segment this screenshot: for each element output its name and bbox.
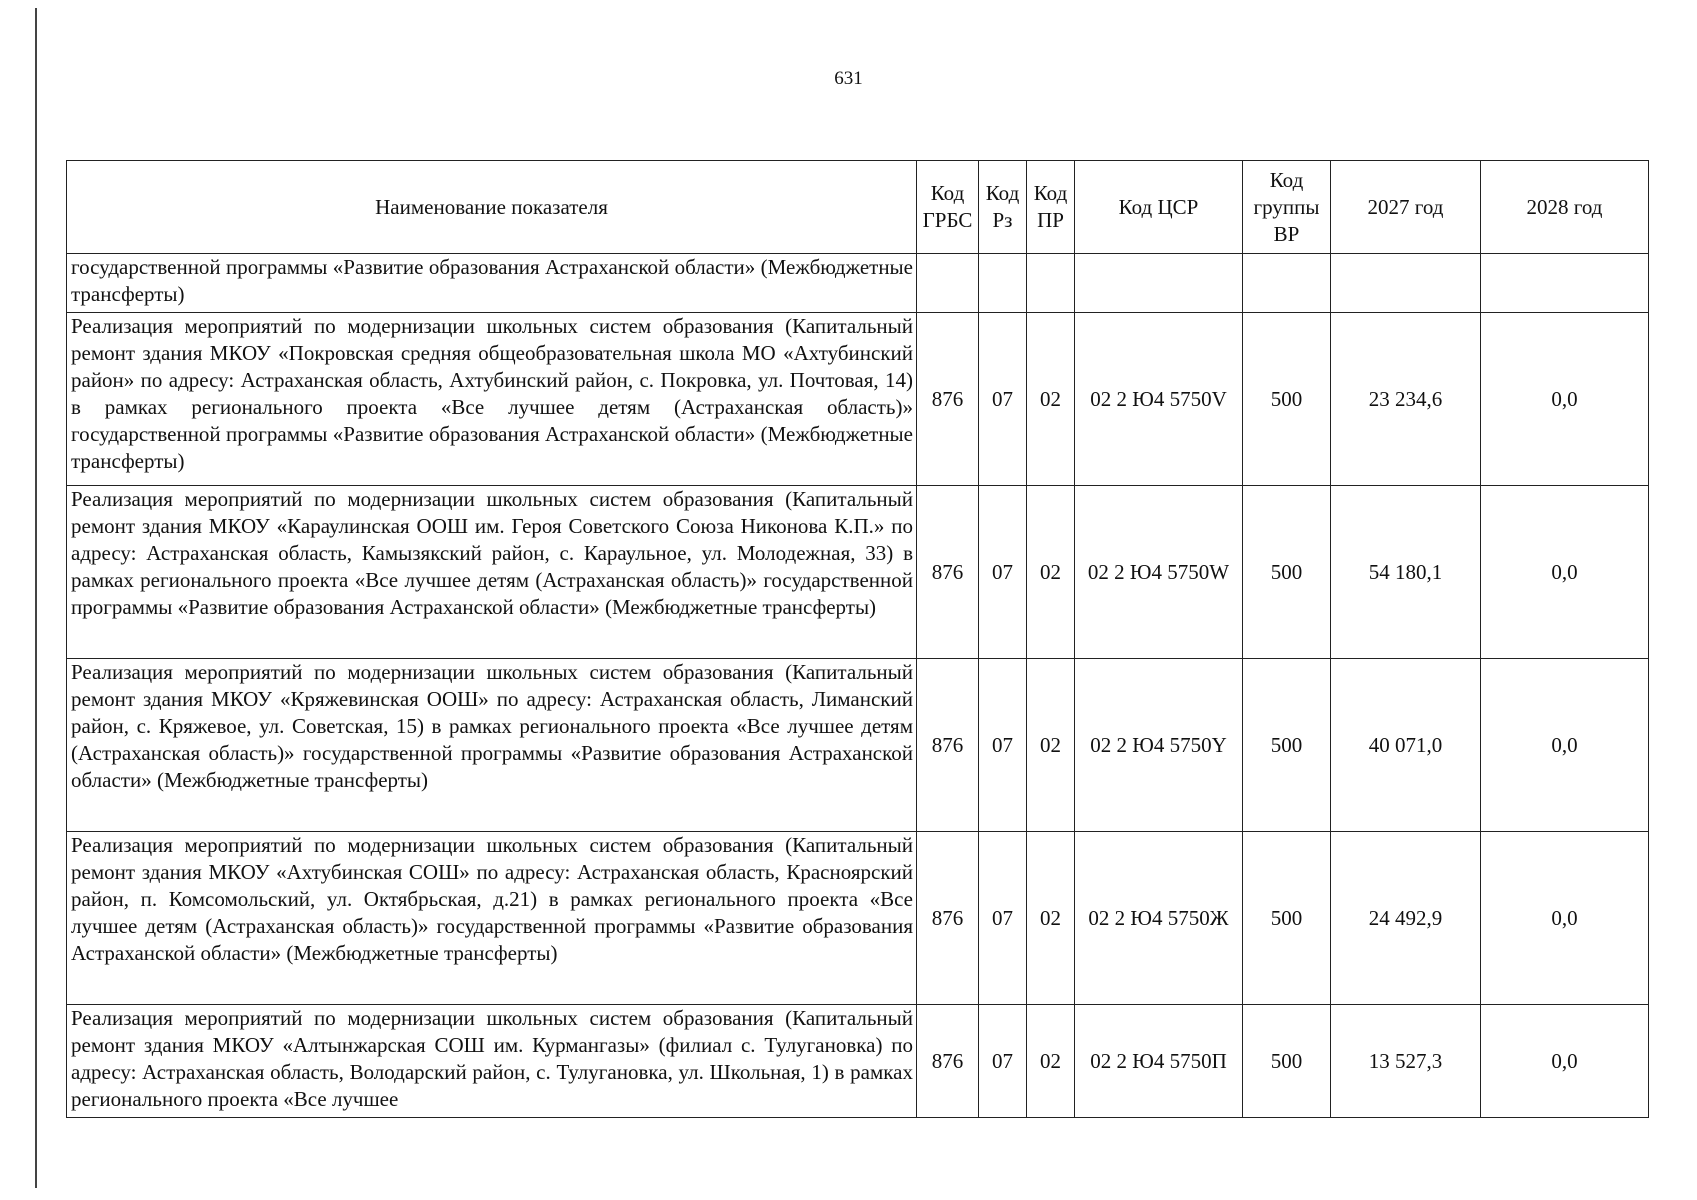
row-csr: 02 2 Ю4 5750Ж [1075, 832, 1243, 1005]
row-rz [979, 254, 1027, 313]
row-csr: 02 2 Ю4 5750П [1075, 1005, 1243, 1118]
header-row [67, 161, 1649, 254]
table-row [67, 486, 1649, 659]
row-name: Реализация мероприятий по модернизации школьных систем образования (Капитальный ремонт здания МКОУ «Алтынжарская СОШ им. Курмангазы» (филиал с. Тулугановка) по адресу: Астраханская область, Володарский район, с. Тулугановка, ул. Школьная, 1) в рамках регионального проекта «Все лучшее [67, 1005, 917, 1118]
budget-table [66, 160, 1649, 1118]
row-name: государственной программы «Развитие образования Астраханской области» (Межбюджетные трансферты) [67, 254, 917, 313]
row-2027: 24 492,9 [1331, 832, 1481, 1005]
row-vr: 500 [1243, 486, 1331, 659]
row-grbs: 876 [917, 659, 979, 832]
header-name: Наименование показателя [67, 161, 917, 254]
row-rz: 07 [979, 1005, 1027, 1118]
header-grbs: Код ГРБС [917, 161, 979, 254]
row-pr: 02 [1027, 659, 1075, 832]
table-row [67, 659, 1649, 832]
row-pr: 02 [1027, 1005, 1075, 1118]
row-vr: 500 [1243, 313, 1331, 486]
row-2028 [1481, 254, 1649, 313]
header-2027: 2027 год [1331, 161, 1481, 254]
row-csr: 02 2 Ю4 5750W [1075, 486, 1243, 659]
row-pr: 02 [1027, 313, 1075, 486]
row-2028: 0,0 [1481, 486, 1649, 659]
row-grbs: 876 [917, 313, 979, 486]
page-number: 631 [834, 68, 863, 89]
header-vr: Код группы ВР [1243, 161, 1331, 254]
row-pr [1027, 254, 1075, 313]
binding-margin-line [35, 8, 37, 1188]
row-csr: 02 2 Ю4 5750V [1075, 313, 1243, 486]
row-vr [1243, 254, 1331, 313]
row-rz: 07 [979, 659, 1027, 832]
row-pr: 02 [1027, 832, 1075, 1005]
table-row [67, 832, 1649, 1005]
row-rz: 07 [979, 313, 1027, 486]
row-2027: 40 071,0 [1331, 659, 1481, 832]
row-rz: 07 [979, 486, 1027, 659]
table-row [67, 254, 1649, 313]
header-rz: Код Рз [979, 161, 1027, 254]
row-grbs: 876 [917, 832, 979, 1005]
row-2028: 0,0 [1481, 313, 1649, 486]
row-vr: 500 [1243, 832, 1331, 1005]
table-row [67, 313, 1649, 486]
row-name: Реализация мероприятий по модернизации школьных систем образования (Капитальный ремонт здания МКОУ «Покровская средняя общеобразовательная школа МО «Ахтубинский район» по адресу: Астраханская область, Ахтубинский район, с. Покровка, ул. Почтовая, 14) в рамках регионального проекта «Все лучшее детям (Астраханская область)» государственной программы «Развитие образования Астраханской области» (Межбюджетные трансферты) [67, 313, 917, 486]
row-name: Реализация мероприятий по модернизации школьных систем образования (Капитальный ремонт здания МКОУ «Караулинская ООШ им. Героя Советского Союза Никонова К.П.» по адресу: Астраханская область, Камызякский район, с. Караульное, ул. Молодежная, 33) в рамках регионального проекта «Все лучшее детям (Астраханская область)» государственной программы «Развитие образования Астраханской области» (Межбюджетные трансферты) [67, 486, 917, 659]
row-2028: 0,0 [1481, 1005, 1649, 1118]
row-2028: 0,0 [1481, 832, 1649, 1005]
row-grbs: 876 [917, 486, 979, 659]
row-2027: 54 180,1 [1331, 486, 1481, 659]
row-grbs: 876 [917, 1005, 979, 1118]
header-pr: Код ПР [1027, 161, 1075, 254]
row-pr: 02 [1027, 486, 1075, 659]
row-vr: 500 [1243, 659, 1331, 832]
row-csr [1075, 254, 1243, 313]
table-row [67, 1005, 1649, 1118]
header-2028: 2028 год [1481, 161, 1649, 254]
row-grbs [917, 254, 979, 313]
row-name: Реализация мероприятий по модернизации школьных систем образования (Капитальный ремонт здания МКОУ «Ахтубинская СОШ» по адресу: Астраханская область, Красноярский район, п. Комсомольский, ул. Октябрьская, д.21) в рамках регионального проекта «Все лучшее детям (Астраханская область)» государственной программы «Развитие образования Астраханской области» (Межбюджетные трансферты) [67, 832, 917, 1005]
row-rz: 07 [979, 832, 1027, 1005]
row-2027 [1331, 254, 1481, 313]
row-csr: 02 2 Ю4 5750Y [1075, 659, 1243, 832]
row-vr: 500 [1243, 1005, 1331, 1118]
row-2028: 0,0 [1481, 659, 1649, 832]
header-csr: Код ЦСР [1075, 161, 1243, 254]
row-2027: 23 234,6 [1331, 313, 1481, 486]
row-name: Реализация мероприятий по модернизации школьных систем образования (Капитальный ремонт здания МКОУ «Кряжевинская ООШ» по адресу: Астраханская область, Лиманский район, с. Кряжевое, ул. Советская, 15) в рамках регионального проекта «Все лучшее детям (Астраханская область)» государственной программы «Развитие образования Астраханской области» (Межбюджетные трансферты) [67, 659, 917, 832]
row-2027: 13 527,3 [1331, 1005, 1481, 1118]
